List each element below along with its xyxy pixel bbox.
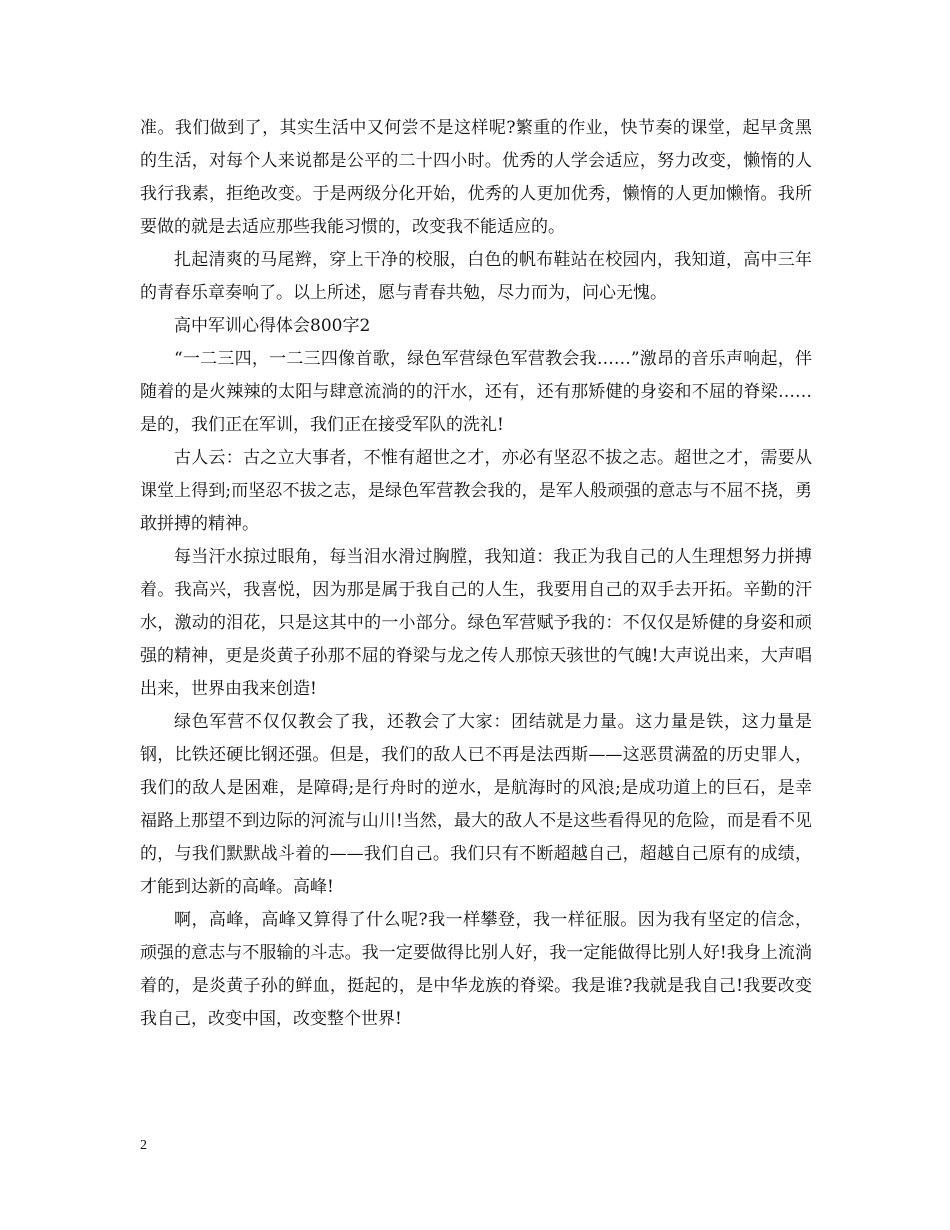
section-heading: 高中军训心得体会800字2 <box>174 316 371 336</box>
paragraph: 绿色军营不仅仅教会了我，还教会了大家：团结就是力量。这力量是铁，这力量是钢，比铁还硬比钢还强。但是，我们的敌人已不再是法西斯——这恶贯满盈的历史罪人，我们的敌人是困难，是障碍;是行舟时的逆水，是航海时的风浪;是成功道上的巨石，是幸福路上那望不到边际的河流与山川!当然，最大的敌人不是这些看得见的危险，而是看不见的，与我们默默战斗着的——我们自己。我们只有不断超越自己，超越自己原有的成绩，才能到达新的高峰。高峰! <box>140 712 812 897</box>
paragraph: “一二三四，一二三四像首歌，绿色军营绿色军营教会我……”激昂的音乐声响起，伴随着的是火辣辣的太阳与肆意流淌的的汗水，还有，还有那矫健的身姿和不屈的脊梁……是的，我们正在军训，我们正在接受军队的洗礼! <box>140 349 812 435</box>
paragraph: 扎起清爽的马尾辫，穿上干净的校服，白色的帆布鞋站在校园内，我知道，高中三年的青春乐章奏响了。以上所述，愿与青春共勉，尽力而为，问心无愧。 <box>140 250 812 303</box>
paragraph: 古人云：古之立大事者，不惟有超世之才，亦必有坚忍不拔之志。超世之才，需要从课堂上得到;而坚忍不拔之志，是绿色军营教会我的，是军人般顽强的意志与不屈不挠，勇敢拼搏的精神。 <box>140 448 812 534</box>
document-body <box>140 112 812 1036</box>
page-number: 2 <box>140 1138 147 1153</box>
paragraph: 啊，高峰，高峰又算得了什么呢?我一样攀登，我一样征服。因为我有坚定的信念，顽强的意志与不服输的斗志。我一定要做得比别人好，我一定能做得比别人好!我身上流淌着的，是炎黄子孙的鲜血，挺起的，是中华龙族的脊梁。我是谁?我就是我自己!我要改变我自己，改变中国，改变整个世界! <box>140 910 812 1029</box>
paragraph: 每当汗水掠过眼角，每当泪水滑过胸膛，我知道：我正为我自己的人生理想努力拼搏着。我高兴，我喜悦，因为那是属于我自己的人生，我要用自己的双手去开拓。辛勤的汗水，激动的泪花，只是这其中的一小部分。绿色军营赋予我的：不仅仅是矫健的身姿和顽强的精神，更是炎黄子孙那不屈的脊梁与龙之传人那惊天骇世的气魄!大声说出来，大声唱出来，世界由我来创造! <box>140 547 812 699</box>
paragraph-continuation: 准。我们做到了，其实生活中又何尝不是这样呢?繁重的作业，快节奏的课堂，起早贪黑的生活，对每个人来说都是公平的二十四小时。优秀的人学会适应，努力改变，懒惰的人我行我素，拒绝改变。于是两级分化开始，优秀的人更加优秀，懒惰的人更加懒惰。我所要做的就是去适应那些我能习惯的，改变我不能适应的。 <box>140 118 812 237</box>
